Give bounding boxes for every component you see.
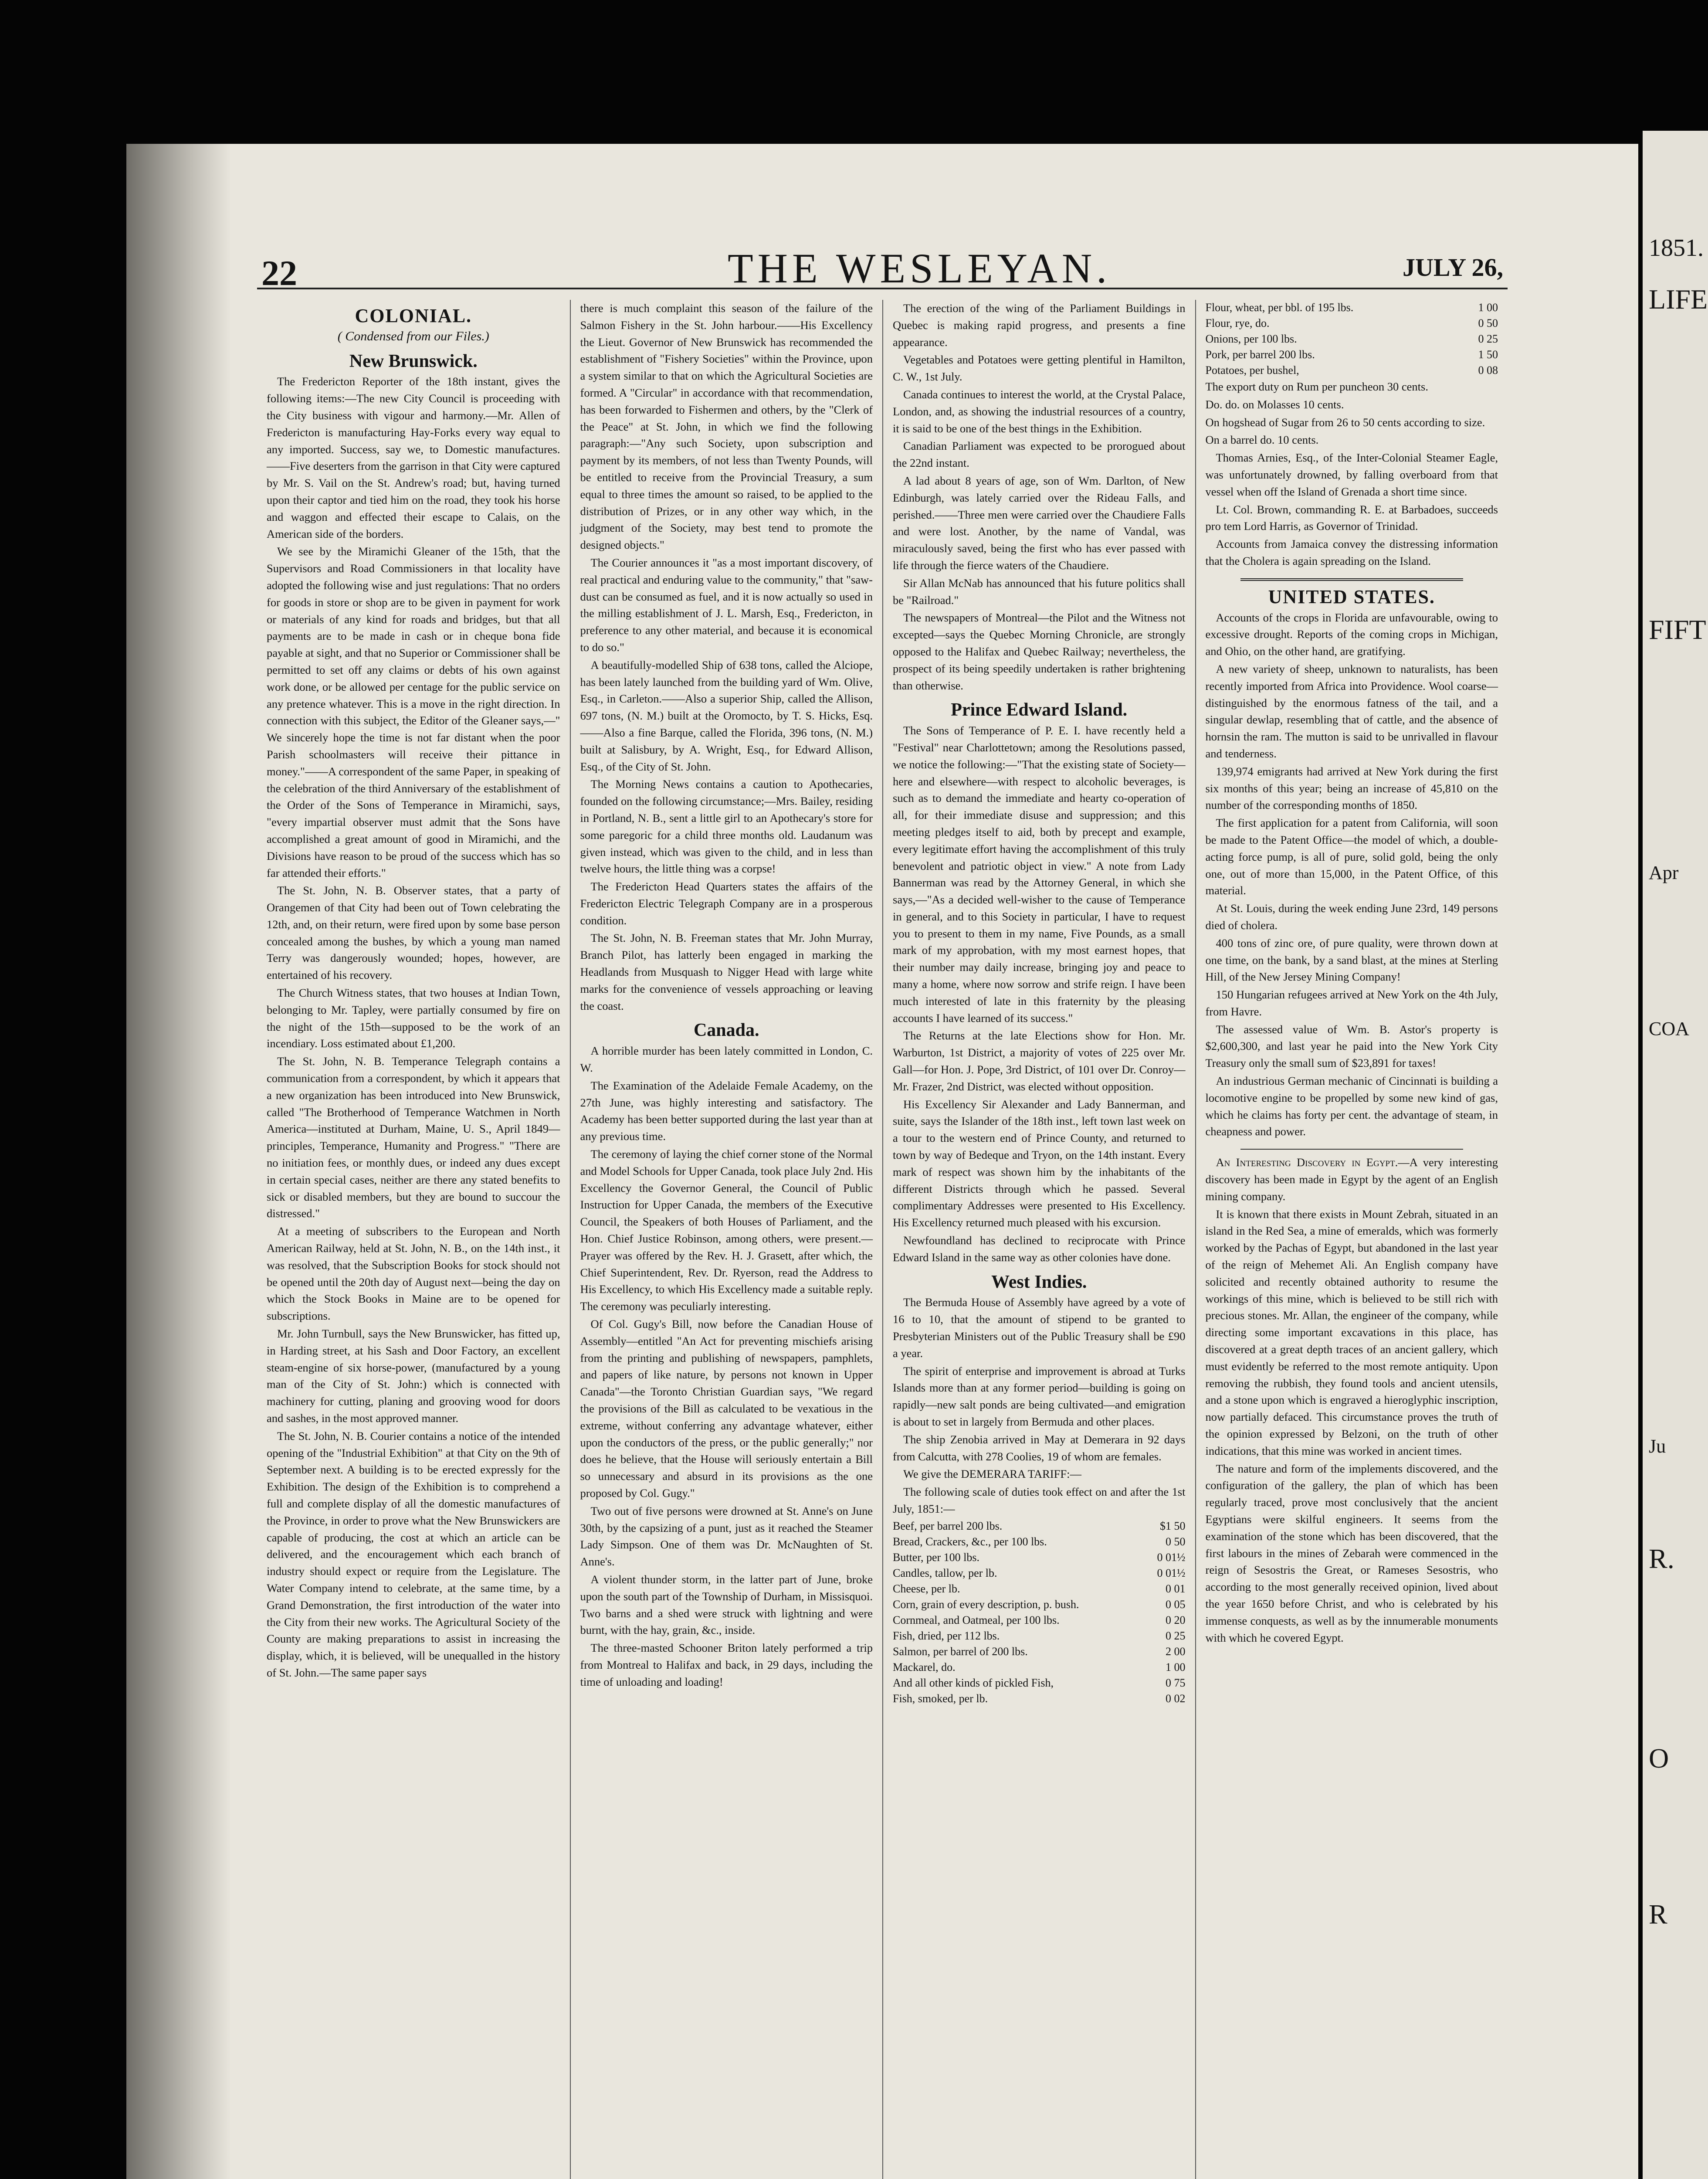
tariff-value: 0 01 xyxy=(1166,1582,1186,1595)
paragraph: A violent thunder storm, in the latter part of June, broke upon the south part of the Township of Durham, in Missisquoi. Two barns and a shed were struck with lightning and were burnt, with the hay, grain, &c., inside. xyxy=(580,1572,873,1637)
newspaper-title: THE WESLEYAN. xyxy=(728,245,1112,292)
paragraph: Two out of five persons were drowned at St. Anne's on June 30th, by the capsizing of a punt, just as it reached the Steamer Lady Simpson. One of them was Dr. McNaughten of St. Anne's. xyxy=(580,1504,873,1568)
tariff-item: Mackarel, do. xyxy=(893,1660,956,1673)
table-row xyxy=(893,1581,1186,1597)
paragraph: A new variety of sheep, unknown to naturalists, has been recently imported from Africa into Providence. Wool coarse—distinguished by the enormous fatness of the tail, and a singular dewlap, resembling that of cattle, and the absence of hornsin the ram. The mutton is said to be unrivalled in flavour and tenderness. xyxy=(1205,662,1498,760)
adjacent-fragment: FIFT xyxy=(1649,614,1706,645)
article-columns xyxy=(257,300,1508,2179)
tariff-value: 0 25 xyxy=(1166,1629,1186,1642)
paragraph: The Morning News contains a caution to Apothecaries, founded on the following circumstance;—Mrs. Bailey, residing in Portland, N. B., sent a little girl to an Apothecary's store for some paregoric for a child three months old. Laudanum was given instead, which was given to the child, and in less than twelve hours, the little thing was a corpse! xyxy=(580,777,873,876)
tariff-item: And all other kinds of pickled Fish, xyxy=(893,1676,1054,1689)
paragraph: The ship Zenobia arrived in May at Demerara in 92 days from Calcutta, with 278 Coolies, 19 of whom are females. xyxy=(893,1432,1186,1463)
masthead xyxy=(257,235,1508,293)
paragraph: The St. John, N. B. Freeman states that Mr. John Murray, Branch Pilot, has latterly been engaged in marking the Headlands from Musquash to Nigger Head with large white marks for the convenience of vessels approaching or leaving the coast. xyxy=(580,931,873,1012)
tariff-value: 0 20 xyxy=(1166,1613,1186,1626)
paragraph: At a meeting of subscribers to the European and North American Railway, held at St. John, N. B., on the 14th inst., it was resolved, that the Subscription Books for stock should not be opened until the 20th day of August next—being the day on which the Stock Books in Maine are to be opened for subscriptions. xyxy=(267,1225,560,1323)
tariff-item: Pork, per barrel 200 lbs. xyxy=(1205,348,1315,361)
section-heading-colonial: COLONIAL. xyxy=(355,305,472,326)
tariff-value: 0 01½ xyxy=(1157,1566,1186,1579)
tariff-value: 0 02 xyxy=(1166,1692,1186,1705)
paragraph: The Bermuda House of Assembly have agreed by a vote of 16 to 10, that the amount of stipend to be granted to Presbyterian Ministers out of the Public Treasury shall be £90 a year. xyxy=(893,1296,1186,1360)
adjacent-page-year: 1851. xyxy=(1649,234,1704,261)
column-2 xyxy=(570,300,883,2179)
tariff-note: On hogshead of Sugar from 26 to 50 cents according to size. xyxy=(1205,415,1485,429)
tariff-item: Fish, smoked, per lb. xyxy=(893,1692,988,1705)
tariff-value: 0 75 xyxy=(1166,1676,1186,1689)
paragraph: The ceremony of laying the chief corner stone of the Normal and Model Schools for Upper Canada, took place July 2nd. His Excellency the Governor General, the Council of Public Instruction for Upper Canada, the members of the Executive Council, the Speakers of both Houses of Parliament, and the Hon. Chief Justice Robinson, among others, were present.—Prayer was offered by the Rev. H. J. Grasett, after which, the Chief Superintendent, Rev. Dr. Ryerson, read the Address to His Excellency, to which His Excellency made a suitable reply. The ceremony was peculiarly interesting. xyxy=(580,1147,873,1313)
paragraph: Newfoundland has declined to reciprocate with Prince Edward Island in the same way as other colonies have done. xyxy=(893,1234,1186,1264)
tariff-value: 2 00 xyxy=(1166,1645,1186,1658)
paragraph: The newspapers of Montreal—the Pilot and the Witness not excepted—says the Quebec Morning Chronicle, are strongly opposed to the Halifax and Quebec Railway; nevertheless, the prospect of its being speedily undertaken is rather brightening than otherwise. xyxy=(893,611,1186,692)
tariff-value: 1 50 xyxy=(1478,348,1498,361)
table-row xyxy=(893,1518,1186,1534)
paragraph-text: —A very interesting discovery has been made in Egypt by the agent of an English mining company. xyxy=(1205,1156,1498,1203)
table-row xyxy=(893,1597,1186,1612)
heading-new-brunswick: New Brunswick. xyxy=(349,351,478,371)
paragraph: We give the DEMERARA TARIFF:— xyxy=(903,1467,1081,1481)
paragraph: 139,974 emigrants had arrived at New York during the first six months of this year; being an increase of 45,810 on the number of the corresponding months of 1850. xyxy=(1205,764,1498,812)
table-row xyxy=(893,1534,1186,1550)
paragraph: The St. John, N. B. Courier contains a notice of the intended opening of the "Industrial Exhibition" at that City on the 9th of September next. A building is to be erected expressly for the Exhibition. The design of the Exhibition is to comprehend a full and complete display of all the domestic manufactures of the Province, in order to prove what the New Brunswickers are capable of producing, the cost at which an article can be delivered, and the encouragement which each branch of industry should expect or require from the Legislature. The Water Company intend to celebrate, at the same time, by a Grand Demonstration, the first introduction of the water into the City from their new works. The Agricultural Society of the County are making preparations to assist in increasing the display, which, it is believed, will be unequalled in the history of St. John.—The same paper says xyxy=(267,1429,560,1679)
paragraph: Canadian Parliament was expected to be prorogued about the 22nd instant. xyxy=(893,439,1186,470)
paragraph: Lt. Col. Brown, commanding R. E. at Barbadoes, succeeds pro tem Lord Harris, as Governor of Trinidad. xyxy=(1205,502,1498,533)
heading-west-indies: West Indies. xyxy=(991,1272,1087,1292)
tariff-item: Onions, per 100 lbs. xyxy=(1205,333,1297,345)
tariff-note: Do. do. on Molasses 10 cents. xyxy=(1205,397,1344,411)
page-number: 22 xyxy=(261,253,297,293)
paragraph: An industrious German mechanic of Cincinnati is building a locomotive engine to be propelled by some new kind of gas, which he claims has forty per cent. the advantage of steam, in cheapness and power. xyxy=(1205,1074,1498,1138)
table-row xyxy=(893,1691,1186,1707)
tariff-item: Cheese, per lb. xyxy=(893,1582,960,1595)
paragraph: Mr. John Turnbull, says the New Brunswicker, has fitted up, in Harding street, at his Sash and Door Factory, an excellent steam-engine of six horse-power, (manufactured by a young man of the City of St. John:) which is connected with machinery for cutting, planing and grooving wood for doors and sashes, in the most approved manner. xyxy=(267,1327,560,1425)
section-subtitle: ( Condensed from our Files.) xyxy=(337,329,489,343)
paragraph: The first application for a patent from California, will soon be made to the Patent Office—the model of which, a double-acting force pump, is all of pure, solid gold, being the only one, out of more than 15,000, in the Patent Office, of this material. xyxy=(1205,816,1498,897)
tariff-value: 0 25 xyxy=(1478,333,1498,345)
newspaper-page xyxy=(126,144,1638,2179)
paragraph: The erection of the wing of the Parliament Buildings in Quebec is making rapid progress, and presents a fine appearance. xyxy=(893,302,1186,349)
table-row xyxy=(893,1675,1186,1691)
paragraph: 400 tons of zinc ore, of pure quality, were thrown down at one time, on the bank, by a sand blast, at the mines at Sterling Hill, of the New Jersey Mining Company! xyxy=(1205,936,1498,984)
paragraph: The Returns at the late Elections show for Hon. Mr. Warburton, 1st District, a majority of votes of 225 over Mr. Gall—for Hon. J. Pope, 3rd District, of 101 over Dr. Conroy—Mr. Frazer, 2nd District, was elected without opposition. xyxy=(893,1029,1186,1093)
paragraph: Accounts of the crops in Florida are unfavourable, owing to excessive drought. Reports of the coming crops in Michigan, and Ohio, on the other hand, are gratifying. xyxy=(1205,611,1498,658)
table-row xyxy=(893,1612,1186,1628)
paragraph: The three-masted Schooner Briton lately performed a trip from Montreal to Halifax and back, in 29 days, including the time of unloading and loading! xyxy=(580,1641,873,1688)
article-heading-egypt: An Interesting Discovery in Egypt. xyxy=(1216,1156,1398,1169)
paragraph: The following scale of duties took effect on and after the 1st July, 1851:— xyxy=(893,1485,1186,1515)
paragraph: The assessed value of Wm. B. Astor's property is $2,600,300, and last year he paid into the New York City Treasury only the small sum of $23,891 for taxes! xyxy=(1205,1022,1498,1070)
paragraph: there is much complaint this season of the failure of the Salmon Fishery in the St. John harbour.——His Excellency the Lieut. Governor of New Brunswick has recommended the establishment of "Fishery Societies" within the Province, upon a system similar to that on which the Agricultural Societies are formed. A "Circular" in accordance with that recommendation, has been forwarded to Fishermen and others, by the "Clerk of the Peace" at St. John, in which we find the following paragraph:—"Any such Society, upon subscription and payment by its members, of not less than Twenty Pounds, will be entitled to receive from the Provincial Treasury, a sum equal to three times the amount so raised, to be applied to the distribution of Prizes, or in any other way which, in the judgment of the Society, may best tend to promote the designed objects." xyxy=(580,302,873,552)
table-row xyxy=(893,1565,1186,1581)
paragraph: Of Col. Gugy's Bill, now before the Canadian House of Assembly—entitled "An Act for preventing mischiefs arising from the printing and publishing of newspapers, pamphlets, and papers of like nature, by persons not known in Upper Canada"—the Toronto Christian Guardian says, "We regard the provisions of the Bill as calculated to be vexatious in the extreme, without conferring any advantage whatever, either upon the conductors of the press, or the public generally;" nor does he believe, that the House will seriously entertain a Bill so unnecessary and absurd in its provisions as the one proposed by Col. Gugy." xyxy=(580,1317,873,1500)
column-3 xyxy=(882,300,1195,2179)
tariff-note: On a barrel do. 10 cents. xyxy=(1205,433,1319,447)
issue-date: JULY 26, xyxy=(1403,253,1503,282)
column-4 xyxy=(1195,300,1508,2179)
adjacent-fragment: Apr xyxy=(1649,862,1679,883)
table-row xyxy=(1206,316,1498,331)
heading-canada: Canada. xyxy=(693,1020,759,1041)
section-heading-united-states: UNITED STATES. xyxy=(1268,586,1435,608)
tariff-item: Butter, per 100 lbs. xyxy=(893,1551,979,1564)
tariff-item: Candles, tallow, per lb. xyxy=(893,1566,997,1579)
table-row xyxy=(893,1628,1186,1644)
tariff-item: Corn, grain of every description, p. bush. xyxy=(893,1598,1079,1611)
tariff-item: Flour, wheat, per bbl. of 195 lbs. xyxy=(1205,301,1354,314)
table-row xyxy=(1206,331,1498,347)
adjacent-fragment: LIFE xyxy=(1649,284,1708,315)
paragraph: The spirit of enterprise and improvement is abroad at Turks Islands more than at any former period—building is going on rapidly—new salt ponds are being cultivated—and emigration is about to set in largely from Bermuda and other places. xyxy=(893,1364,1186,1428)
adjacent-fragment: COA xyxy=(1649,1018,1689,1039)
paragraph: Thomas Arnies, Esq., of the Inter-Colonial Steamer Eagle, was unfortunately drowned, by falling overboard from that vessel when off the Island of Grenada a short time since. xyxy=(1205,451,1498,498)
tariff-value: 0 50 xyxy=(1478,317,1498,329)
tariff-table xyxy=(893,1518,1186,1707)
tariff-item: Beef, per barrel 200 lbs. xyxy=(893,1519,1003,1532)
paragraph: We see by the Miramichi Gleaner of the 15th, that the Supervisors and Road Commissioners in that locality have adopted the following wise and just regulations: That no orders for goods in store or shop are to be given in payment for work or materials of any kind for roads and bridges, but that all payments are to be made in cash or in cheque bona fide payable at sight, and that no Superior or Commissioner shall be permitted to set off any claims or debts of his own against work done, or be allowed per centage for the public service on any pretence whatever. This is a move in the right direction. In connection with this subject, the Editor of the Gleaner says,—" We sincerely hope the time is not far distant when the poor Parish schoolmasters will receive their pittance in money."——A correspondent of the same Paper, in speaking of the celebration of the third Anniversary of the establishment of the Order of the Sons of Temperance in Miramichi, says, "every impartial observer must admit that the Sons have accomplished a great amount of good in Miramichi, and the Divisions have reason to be proud of the success which has so far attended their efforts." xyxy=(267,545,560,879)
tariff-item: Bread, Crackers, &c., per 100 lbs. xyxy=(893,1535,1047,1548)
heading-prince-edward-island: Prince Edward Island. xyxy=(951,700,1128,720)
tariff-item: Flour, rye, do. xyxy=(1205,317,1270,329)
tariff-value: 1 00 xyxy=(1166,1660,1186,1673)
page-binding-shadow xyxy=(126,144,231,2179)
paragraph: The Fredericton Head Quarters states the affairs of the Fredericton Electric Telegraph Company are in a prosperous condition. xyxy=(580,880,873,927)
section-divider xyxy=(1240,1149,1464,1150)
paragraph: A beautifully-modelled Ship of 638 tons, called the Alciope, has been lately launched from the building yard of Wm. Olive, Esq., in Carleton.——Also a superior Ship, called the Allison, 697 tons, (N. M.) built at the Oromocto, by T. S. Hicks, Esq.——Also a fine Barque, called the Florida, 396 tons, (N. M.) built at Salisbury, by A. Wright, Esq., for Edward Allison, Esq., of the City of St. John. xyxy=(580,658,873,773)
tariff-item: Cornmeal, and Oatmeal, per 100 lbs. xyxy=(893,1613,1060,1626)
paragraph: A horrible murder has been lately committed in London, C. W. xyxy=(580,1044,873,1075)
adjacent-fragment: O xyxy=(1649,1743,1669,1774)
table-row xyxy=(893,1550,1186,1565)
table-row xyxy=(1206,363,1498,378)
adjacent-fragment: R xyxy=(1649,1899,1667,1930)
tariff-item: Fish, dried, per 112 lbs. xyxy=(893,1629,1000,1642)
paragraph: His Excellency Sir Alexander and Lady Bannerman, and suite, says the Islander of the 18th inst., left town last week on a tour to the western end of Prince County, and returned to town by way of Bedeque and Tryon, on the 14th instant. Every mark of respect was shown him by the inhabitants of the different Districts through which he passed. Several complimentary Addresses were presented to His Excellency. His Excellency returned much pleased with his excursion. xyxy=(893,1097,1186,1229)
section-divider xyxy=(1240,578,1464,581)
paragraph: The Fredericton Reporter of the 18th instant, gives the following items:—The new City Council is proceeding with the City business with vigour and harmony.—Mr. Allen of Fredericton is manufacturing Hay-Forks every way equal to any imported. Success, say we, to Domestic manufactures.——Five deserters from the garrison in that City were captured by Mr. S. Vail on the St. Andrew's road; but, having turned upon their captor and tied him on the road, they took his horse and waggon and effected their escape to Calais, on the American side of the borders. xyxy=(267,375,560,540)
paragraph: The Sons of Temperance of P. E. I. have recently held a "Festival" near Charlottetown; among the Resolutions passed, we notice the following:—"That the existing state of Society—here and elsewhere—with respect to alcoholic beverages, is such as to demand the immediate and hearty co-operation of all, for their immediate disuse and suppression; and this meeting pledges itself to aid, both by precept and example, every legitimate effort having the accomplishment of this truly benevolent and patriotic object in view." A note from Lady Bannerman was read by the Attorney General, in which she says,—"As a decided well-wisher to the cause of Temperance in general, and to this Society in particular, I have to request you to present to them in my name, Five Pounds, as a small mark of my approbation, with my most earnest hopes, that their number may daily increase, bringing joy and peace to many a home, where now sorrow and strife reign. I have been much interested of late in this fraternity by the pleasing accounts I have learned of its success." xyxy=(893,724,1186,1025)
tariff-value: 0 05 xyxy=(1166,1598,1186,1611)
tariff-note: The export duty on Rum per puncheon 30 cents. xyxy=(1205,380,1428,393)
table-row xyxy=(893,1644,1186,1660)
tariff-value: 0 01½ xyxy=(1157,1551,1186,1564)
tariff-item: Potatoes, per bushel, xyxy=(1205,364,1299,377)
paragraph: Vegetables and Potatoes were getting plentiful in Hamilton, C. W., 1st July. xyxy=(893,353,1186,384)
tariff-value: 0 08 xyxy=(1478,364,1498,377)
paragraph: Sir Allan McNab has announced that his future politics shall be "Railroad." xyxy=(893,576,1186,607)
paragraph: The nature and form of the implements discovered, and the configuration of the gallery, the plan of which has been regularly traced, prove most conclusively that the ancient Egyptians were skilful engineers. It seems from the examination of the stone which has been discovered, that the first labours in the mines of Zebarah were commenced in the reign of Sesostris the Great, or Rameses Sesostris, who according to the most generally received opinion, lived about the year 1650 before Christ, and who is celebrated by his immense conquests, as well as by the innumerable monuments with which he covered Egypt. xyxy=(1205,1462,1498,1644)
paragraph: The Examination of the Adelaide Female Academy, on the 27th June, was highly interesting and satisfactory. The Academy has been better supported during the last year than at any previous time. xyxy=(580,1079,873,1143)
table-row xyxy=(1206,347,1498,363)
paragraph: A lad about 8 years of age, son of Wm. Darlton, of New Edinburgh, was lately carried over the Rideau Falls, and perished.——Three men were carried over the Chaudiere Falls and were lost. Another, by the name of Vandal, was miraculously saved, being the first who has ever passed with life through the fierce waters of the Chaudiere. xyxy=(893,474,1186,572)
paragraph: It is known that there exists in Mount Zebrah, situated in an island in the Red Sea, a mine of emeralds, which was formerly worked by the Pachas of Egypt, but abandoned in the last year of the reign of Mehemet Ali. An English company have solicited and recently obtained authority to resume the workings of this mine, which is believed to be still rich with precious stones. Mr. Allan, the engineer of the company, while directing some important excavations in this place, has discovered at a great depth traces of an ancient gallery, which must evidently be referred to the most remote antiquity. Upon removing the rubbish, they found tools and ancient utensils, and a stone upon which is engraved a hieroglyphic inscription, now partially defaced. This circumstance proves the truth of the opinion expressed by Belzoni, on the truth of other indications, that this mine was worked in ancient times. xyxy=(1205,1207,1498,1457)
paragraph: The Courier announces it "as a most important discovery, of real practical and enduring value to the community," that "saw-dust can be consumed as fuel, and it is now actually so used in the milling establishment of J. L. Marsh, Esq., Fredericton, in preference to any other material, and because it is economical to do so." xyxy=(580,556,873,654)
table-row xyxy=(893,1660,1186,1675)
tariff-table-continued xyxy=(1206,300,1498,378)
column-1 xyxy=(257,300,570,2179)
paragraph: The St. John, N. B. Observer states, that a party of Orangemen of that City had been out of Town celebrating the 12th, and, on their return, were fired upon by some base person concealed among the bushes, by which a young man named Terry was dangerously wounded; hopes, however, are entertained of his recovery. xyxy=(267,884,560,982)
paragraph: The Church Witness states, that two houses at Indian Town, belonging to Mr. Tapley, were partially consumed by fire on the night of the 15th—supposed to be the work of an incendiary. Loss estimated about £1,200. xyxy=(267,986,560,1050)
table-row xyxy=(1206,300,1498,316)
paragraph: Canada continues to interest the world, at the Crystal Palace, London, and, as showing the industrial resources of a country, it is said to be one of the best things in the Exhibition. xyxy=(893,387,1186,435)
paragraph: Accounts from Jamaica convey the distressing information that the Cholera is again spreading on the Island. xyxy=(1205,537,1498,567)
adjacent-fragment: Ju xyxy=(1649,1436,1666,1457)
paragraph xyxy=(1206,1154,1498,1205)
adjacent-fragment: R. xyxy=(1649,1543,1674,1574)
adjacent-page-edge xyxy=(1643,131,1708,2179)
paragraph: At St. Louis, during the week ending June 23rd, 149 persons died of cholera. xyxy=(1205,902,1498,932)
tariff-item: Salmon, per barrel of 200 lbs. xyxy=(893,1645,1028,1658)
paragraph: 150 Hungarian refugees arrived at New York on the 4th July, from Havre. xyxy=(1205,988,1498,1018)
tariff-value: 1 00 xyxy=(1478,301,1498,314)
tariff-value: 0 50 xyxy=(1166,1535,1186,1548)
tariff-value: $1 50 xyxy=(1160,1519,1186,1532)
paragraph: The St. John, N. B. Temperance Telegraph contains a communication from a correspondent, by which it appears that a new organization has been introduced into New Brunswick, called "The Brotherhood of Temperance Watchmen in North America—instituted at Durham, Maine, U. S., April 1849—principles, Temperance, Humanity and Progress." "There are no initiation fees, or monthly dues, or indeed any dues except in certain special cases, neither are there any stated benefits to sick or disabled members, but they are bound to succour the distressed." xyxy=(267,1055,560,1220)
